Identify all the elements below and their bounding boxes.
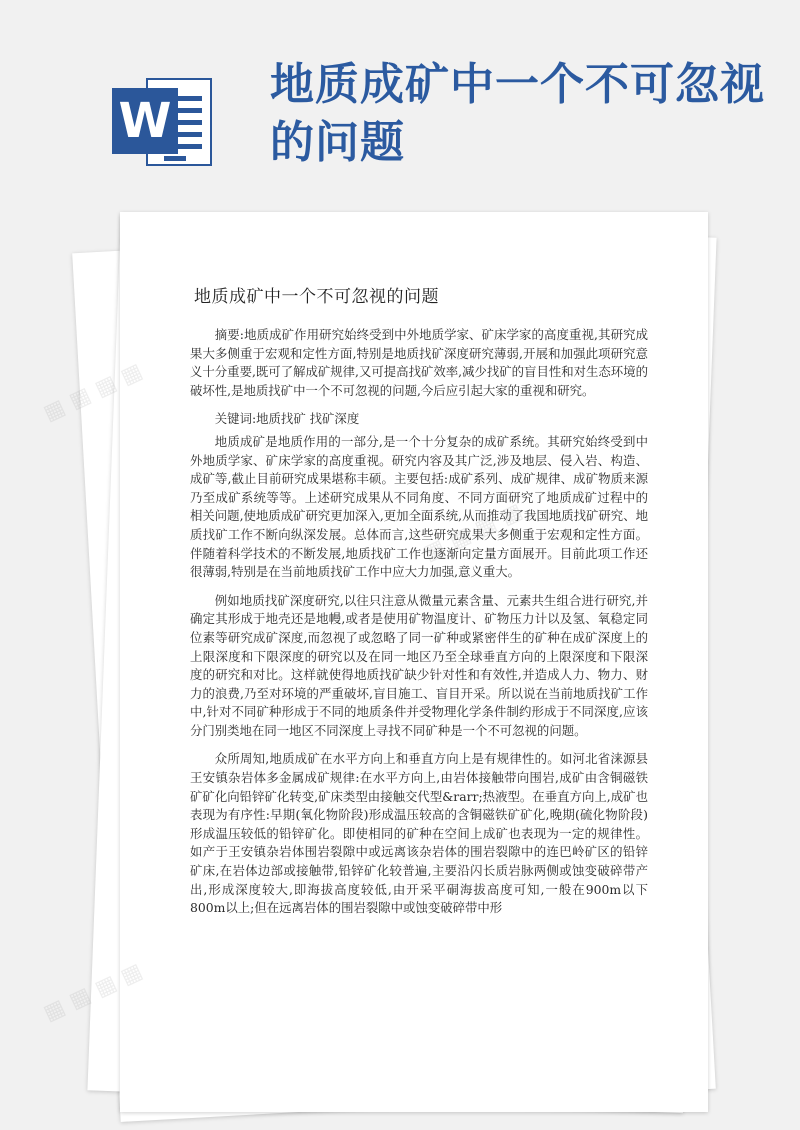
watermark: ▦ ▦ [39,982,95,1027]
abstract-paragraph: 摘要:地质成矿作用研究始终受到中外地质学家、矿床学家的高度重视,其研究成果大多侧重于宏观和定性方面,特别是地质找矿深度研究薄弱,开展和加强此项研究意义十分重要,既可了解成矿规律,又可提高找矿效率,减少找矿的盲目性和对生态环境的破坏性,是地质找矿中一个不可忽视的问题,今后应引起大家的重视和研究。 [190,327,648,398]
header-banner [0,0,800,210]
document-title: 地质成矿中一个不可忽视的问题 [194,287,439,307]
word-document-icon [112,74,222,170]
document-page [120,212,708,1112]
page-title: 地质成矿中一个不可忽视的问题 [270,59,765,168]
keywords-line: 关键词:地质找矿 找矿深度 [214,411,360,427]
body-paragraph: 例如地质找矿深度研究,以往只注意从微量元素含量、元素共生组合进行研究,并确定其形成于地壳还是地幔,或者是使用矿物温度计、矿物压力计以及氢、氧稳定同位素等研究成矿深度,而忽视了或忽略了同一矿种或紧密伴生的矿种在成矿深度上的上限深度和下限深度的研究以及在同一地区乃至全球垂直方向的上限深度和下限深度的研究和对比。这样就使得地质找矿缺少针对性和有效性,并造成人力、物力、财力的浪费,乃至对环境的严重破坏,盲目施工、盲目开采。所以说在当前地质找矿工作中,针对不同矿种形成于不同的地质条件并受物理化学条件制约形成于不同深度,应该分门别类地在同一地区不同深度上寻找不同矿种是一个不可忽视的问题。 [190,592,648,738]
body-paragraph: 众所周知,地质成矿在水平方向上和垂直方向上是有规律性的。如河北省涞源县王安镇杂岩体多金属成矿规律:在水平方向上,由岩体接触带向围岩,成矿由含铜磁铁矿矿化向铅锌矿化转变,矿床类型由接触交代型&rarr;热液型。在垂直方向上,成矿也表现为有序性:早期(氧化物阶段)形成温压较高的含铜磁铁矿矿化,晚期(硫化物阶段)形成温压较低的铅锌矿化。即使相同的矿种在空间上成矿也表现为一定的规律性。如产于王安镇杂岩体围岩裂隙中或远离该杂岩体的围岩裂隙中的连巴岭矿区的铅锌矿床,在岩体边部或接触带,铅锌矿化较普遍,主要沿闪长质岩脉两侧或蚀变破碎带产出,形成深度较大,即海拔高度较低,由开采平硐海拔高度可知,一般在900m以下800m以上;但在远离岩体的围岩裂隙中或蚀变破碎带中形 [190,751,648,916]
word-logo-letter: W [112,88,178,154]
watermark: ▦ [39,394,70,427]
document-body [190,326,648,928]
body-paragraph: 地质成矿是地质作用的一部分,是一个十分复杂的成矿系统。其研究始终受到中外地质学家、矿床学家的高度重视。研究内容及其广泛,涉及地层、侵入岩、构造、成矿等,截止目前研究成果堪称丰硕。主要包括:成矿系列、成矿规律、成矿物质来源乃至成矿系统等等。上述研究成果从不同角度、不同方面研究了地质成矿过程中的相关问题,使地质成矿研究更加深入,更加全面系统,从而推动了我国地质找矿研究、地质找矿工作不断向纵深发展。总体而言,这些研究成果大多侧重于宏观和定性方面。伴随着科学技术的不断发展,地质找矿工作也逐渐向定量方面展开。目前此项工作还很薄弱,特别是在当前地质找矿工作中应大力加强,意义重大。 [190,433,648,580]
